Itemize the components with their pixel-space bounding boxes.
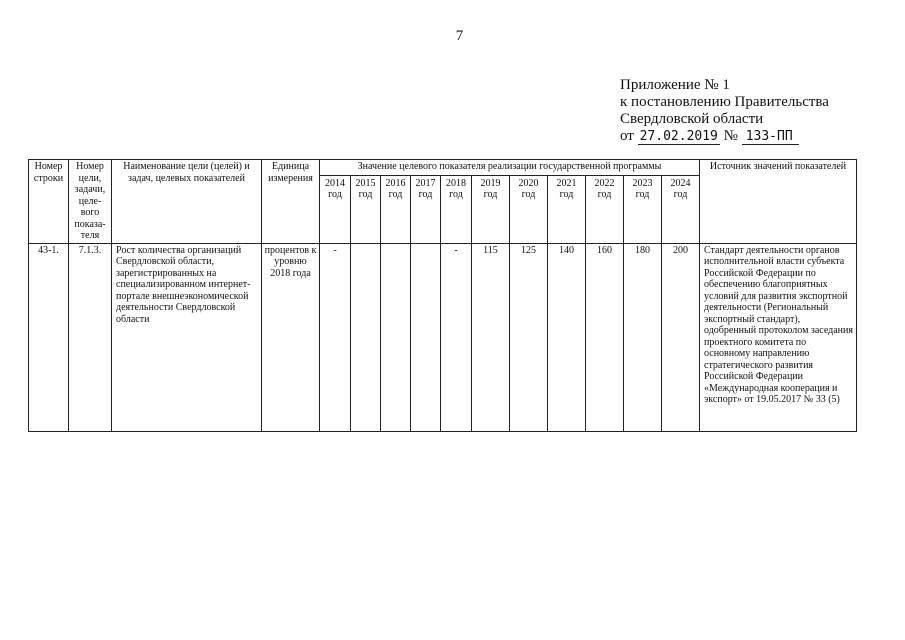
cell-unit: процентов к уровню 2018 года (262, 243, 320, 431)
appendix-title: Приложение № 1 (620, 77, 730, 93)
year-header: 2020 год (510, 175, 548, 243)
cell-value-2020: 125 (510, 243, 548, 431)
header-source: Источник значений показателей (700, 160, 857, 244)
year-header: 2022 год (586, 175, 624, 243)
number-sign: № (723, 128, 738, 144)
cell-name: Рост количества организаций Свердловской области, зарегистрированных на специализированном интернет-портале внешнеэкономической деятельности Свердловской области (112, 243, 262, 431)
year-header: 2015 год (351, 175, 381, 243)
header-unit: Единица измерения (262, 160, 320, 244)
indicators-table (28, 159, 857, 432)
header-goal-number: Номер цели, задачи, целе-вого показа-теля (69, 160, 112, 244)
header-row-number: Номер строки (29, 160, 69, 244)
date-prefix: от (620, 128, 634, 144)
cell-value-2024: 200 (662, 243, 700, 431)
cell-value-2017 (411, 243, 441, 431)
year-header: 2016 год (381, 175, 411, 243)
cell-value-2015 (351, 243, 381, 431)
appendix-header (620, 77, 829, 145)
header-name: Наименование цели (целей) и задач, целевых показателей (112, 160, 262, 244)
header-values-group: Значение целевого показателя реализации государственной программы (320, 160, 700, 176)
cell-value-2016 (381, 243, 411, 431)
cell-source: Стандарт деятельности органов исполнительной власти субъекта Российской Федерации по обеспечению благоприятных условий для развития экспортной деятельности (Региональный экспортный стандарт), одобренный протоколом заседания проектного комитета по основному направлению стратегического развития Российской Федерации «Международная кооперация и экспорт» от 19.05.2017 № 33 (5) (700, 243, 857, 431)
appendix-region: Свердловской области (620, 111, 764, 127)
cell-goal-number: 7.1.3. (69, 243, 112, 431)
year-header: 2023 год (624, 175, 662, 243)
year-header: 2014 год (320, 175, 351, 243)
cell-value-2022: 160 (586, 243, 624, 431)
year-header: 2024 год (662, 175, 700, 243)
cell-value-2014: - (320, 243, 351, 431)
date-value: 27.02.2019 (639, 129, 718, 144)
appendix-date-line (620, 128, 829, 145)
table-header-row (29, 160, 857, 176)
cell-value-2023: 180 (624, 243, 662, 431)
year-header: 2019 год (472, 175, 510, 243)
cell-value-2021: 140 (548, 243, 586, 431)
table-row (29, 243, 857, 431)
cell-row-number: 43-1. (29, 243, 69, 431)
year-header: 2021 год (548, 175, 586, 243)
cell-value-2019: 115 (472, 243, 510, 431)
year-header: 2018 год (441, 175, 472, 243)
appendix-resolution: к постановлению Правительства (620, 94, 829, 110)
cell-value-2018: - (441, 243, 472, 431)
resolution-number: 133-ПП (742, 129, 799, 145)
page-number: 7 (455, 28, 464, 44)
year-header: 2017 год (411, 175, 441, 243)
